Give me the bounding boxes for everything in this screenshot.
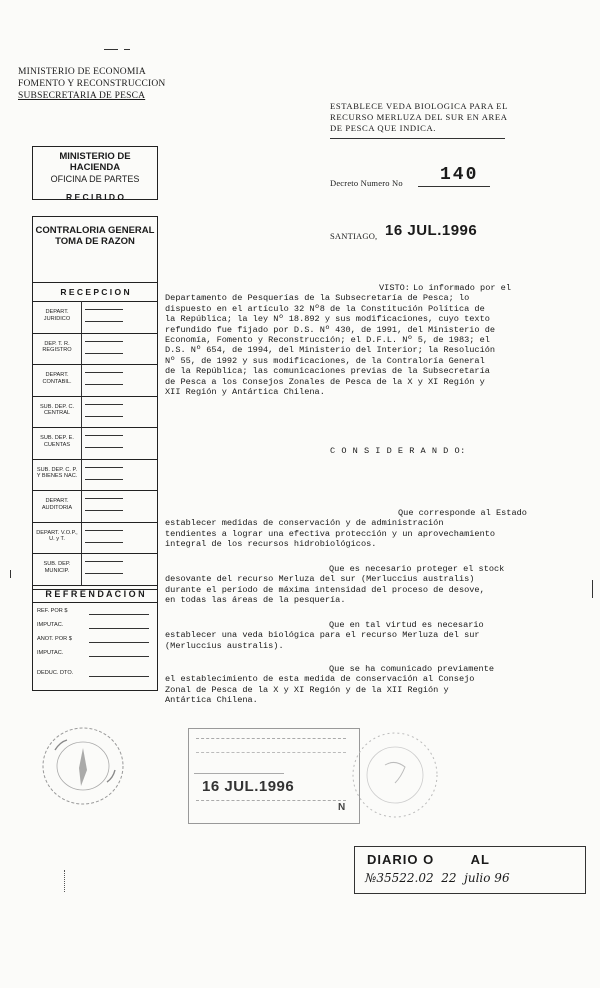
contraloria-form <box>32 216 158 590</box>
subject-line: DE PESCA QUE INDICA. <box>330 123 437 133</box>
place-label: SANTIAGO, <box>330 231 378 241</box>
form-divider <box>33 522 157 523</box>
form-divider <box>81 427 82 459</box>
paragraph-line: desovante del recurso Merluza del sur (Merluccius australis) <box>165 574 475 585</box>
hacienda-subtitle: OFICINA DE PARTES <box>50 174 140 184</box>
form-divider <box>33 459 157 460</box>
faded-round-seal <box>345 725 445 825</box>
form-blank-line <box>85 510 123 511</box>
diario-oficial-title: DIARIO O AL <box>367 852 490 867</box>
refrendacion-row-label: REF. POR $ <box>37 608 68 614</box>
form-divider <box>81 333 82 365</box>
decree-subject <box>330 101 508 134</box>
visto-line: Lo informado por el <box>413 283 511 293</box>
considerando-heading: C O N S I D E R A N D O: <box>330 446 466 456</box>
reception-row-label: DEPART. AUDITORIA <box>41 498 73 511</box>
form-blank-line <box>85 353 123 354</box>
visto-line: dispuesto en el artículo 32 Nº8 de la Constitución Política de <box>165 303 485 314</box>
form-blank-line <box>85 561 123 562</box>
visto-label: VISTO: <box>379 283 410 293</box>
refrendacion-row-label: IMPUTAC. <box>37 622 64 628</box>
reception-row-label: DEP. T. R. REGISTRO <box>42 340 72 354</box>
decree-number: 140 <box>440 165 479 185</box>
hacienda-received-stamp <box>32 146 158 200</box>
form-blank-line <box>89 614 149 615</box>
form-divider <box>33 427 157 428</box>
form-blank-line <box>89 656 149 657</box>
subject-line: RECURSO MERLUZA DEL SUR EN AREA <box>330 112 508 122</box>
paragraph-line: Que corresponde al Estado <box>398 508 527 518</box>
paragraph-line: Zonal de Pesca de la X y XI Región y de la XII Región y <box>165 684 449 695</box>
reception-row-label: SUB. DEP. C. P. Y BIENES NAC. <box>36 466 78 480</box>
ministry-line: SUBSECRETARIA DE PESCA <box>18 91 146 101</box>
recepcion-heading: R E C E P C I O N <box>60 287 130 297</box>
diario-oficial-stamp <box>354 846 586 894</box>
paragraph-line: integral de los recursos hidrobiológicos. <box>165 539 377 550</box>
visto-line: XII Región y Antártica Chilena. <box>165 387 325 397</box>
form-blank-line <box>85 404 123 405</box>
paragraph-line: en todas las áreas de la pesquería. <box>165 595 346 606</box>
stamp-line <box>196 752 346 763</box>
form-divider <box>81 364 82 396</box>
contraloria-subtitle: TOMA DE RAZON <box>55 236 135 247</box>
form-blank-line <box>89 628 149 629</box>
form-blank-line <box>85 384 123 385</box>
paragraph-line: el establecimiento de esta medida de conservación al Consejo <box>165 674 475 685</box>
form-divider <box>33 333 157 334</box>
form-divider <box>81 301 82 333</box>
ministry-header <box>18 66 166 102</box>
form-blank-line <box>85 447 123 448</box>
ministry-line: FOMENTO Y RECONSTRUCCION <box>18 79 166 89</box>
form-divider <box>33 490 157 491</box>
paragraph-line: Que se ha comunicado previamente <box>329 664 495 674</box>
form-blank-line <box>85 542 123 543</box>
visto-line: refundido fue fijado por D.S. Nº 430, de 1991, del Ministerio de <box>165 324 496 335</box>
reception-row-label: DEPART. JURIDICO <box>43 309 71 322</box>
form-blank-line <box>85 479 123 480</box>
paragraph-line: Que en tal virtud es necesario <box>329 620 484 630</box>
form-blank-line <box>85 372 123 373</box>
form-divider <box>33 396 157 397</box>
reception-row-label: SUB. DEP. E. CUENTAS <box>40 435 74 448</box>
stamp-line <box>194 773 284 774</box>
refrendacion-heading: R E F R E N D A C I O N <box>45 589 145 599</box>
visto-line: Nº 55, de 1992 y sus modificaciones, de la Contraloría General <box>165 355 485 366</box>
margin-mark <box>10 570 11 578</box>
subject-underline <box>330 138 505 139</box>
form-divider <box>81 459 82 491</box>
form-divider <box>81 396 82 428</box>
form-divider <box>81 522 82 554</box>
ministry-line: MINISTERIO DE ECONOMIA <box>18 67 146 77</box>
decree-number-underline <box>418 186 490 187</box>
reception-row-label: SUB. DEP. C. CENTRAL <box>39 403 75 417</box>
hacienda-received: R E C I B I D O <box>65 192 125 202</box>
paragraph-line: tendientes a lograr una efectiva protección y un aprovechamiento <box>165 528 496 539</box>
form-blank-line <box>85 321 123 322</box>
form-blank-line <box>85 341 123 342</box>
form-divider <box>33 364 157 365</box>
visto-line: D.S. Nº 654, de 1994, del Ministerio del Interior; la Resolución <box>165 345 496 356</box>
paragraph-line: durante el período de máxima intensidad del proceso de desove, <box>165 584 485 595</box>
form-divider <box>81 553 82 585</box>
refrendacion-row-label: ANOT. POR $ <box>37 636 72 642</box>
visto-line: la República; la ley Nº 18.892 y sus modificaciones, cuyo texto <box>165 314 490 325</box>
form-divider <box>33 282 157 283</box>
form-divider <box>33 301 157 302</box>
refrendacion-row-label: IMPUTAC. <box>37 650 64 656</box>
paragraph-line: establecer medidas de conservación y de administración <box>165 518 444 529</box>
reception-row-label: DEPART. CONTABIL. <box>42 372 72 385</box>
hacienda-title: MINISTERIO DE HACIENDA <box>59 151 131 173</box>
form-blank-line <box>85 467 123 468</box>
form-divider <box>33 585 157 586</box>
form-divider <box>33 553 157 554</box>
visto-line: Departamento de Pesquerías de la Subsecretaría de Pesca; lo <box>165 293 470 304</box>
visto-line: de Pesca a los Consejos Zonales de Pesca de la X y XI Región y <box>165 376 485 387</box>
scan-mark <box>104 49 118 50</box>
form-blank-line <box>85 309 123 310</box>
paragraph-line: establecer una veda biológica para el recurso Merluza del sur <box>165 630 480 641</box>
form-blank-line <box>85 573 123 574</box>
paragraph-line: Que es necesario proteger el stock <box>329 564 505 574</box>
decree-date: 16 JUL.1996 <box>385 222 478 239</box>
form-blank-line <box>89 676 149 677</box>
margin-mark <box>64 870 65 892</box>
form-blank-line <box>85 530 123 531</box>
form-blank-line <box>85 498 123 499</box>
stamp-line <box>196 738 346 749</box>
decree-number-label: Decreto Numero No <box>330 178 403 188</box>
form-divider <box>81 490 82 522</box>
contraloria-title: CONTRALORIA GENERAL <box>35 225 155 236</box>
scan-mark <box>124 49 130 50</box>
reception-row-label: SUB. DEP. MUNICIP. <box>43 561 71 574</box>
refrendacion-form <box>32 588 158 691</box>
form-blank-line <box>85 435 123 436</box>
paragraph-line: (Merluccius australis). <box>165 640 284 651</box>
subject-line: ESTABLECE VEDA BIOLOGICA PARA EL <box>330 101 508 111</box>
diario-oficial-handwritten: №35522.02 22 julio 96 <box>365 871 510 885</box>
visto-line: de la República; las comunicaciones previas de la Subsecretaría <box>165 366 490 377</box>
form-divider <box>33 602 157 603</box>
margin-mark <box>592 580 593 598</box>
refrendacion-row-label: DEDUC. DTO. <box>37 670 74 676</box>
stamp-line <box>196 800 346 801</box>
stamp-date: 16 JUL.1996 <box>202 778 295 795</box>
paragraph-line: Antártica Chilena. <box>165 695 258 706</box>
reception-date-stamp <box>188 728 360 824</box>
stamp-letter: N <box>338 802 346 813</box>
form-blank-line <box>85 416 123 417</box>
round-seal <box>35 720 135 810</box>
reception-row-label: DEPART. V.O.P., U. y T. <box>36 529 78 543</box>
form-blank-line <box>89 642 149 643</box>
visto-line: Economía, Fomento y Reconstrucción; el D.F.L. Nº 5, de 1983; el <box>165 335 490 345</box>
